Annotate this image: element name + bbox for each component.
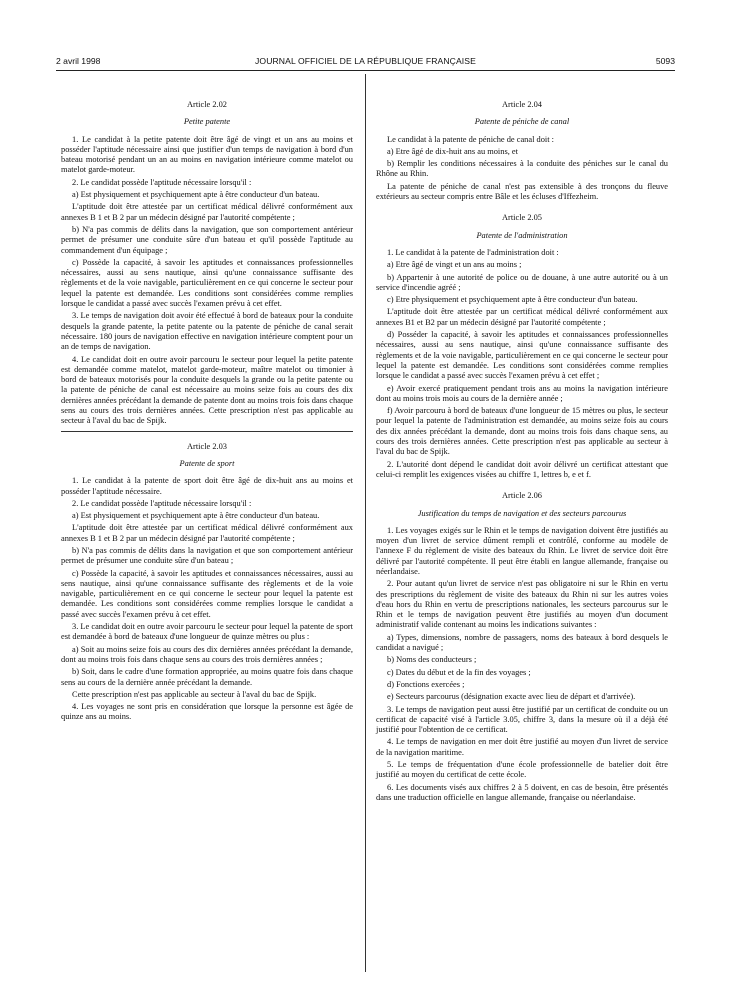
- paragraph: 4. Les voyages ne sont pris en considération que lorsque la personne est âgée de quinze ans au moins.: [61, 702, 353, 722]
- paragraph: Cette prescription n'est pas applicable au secteur à l'aval du bac de Spijk.: [72, 689, 317, 699]
- spacer: [376, 204, 668, 213]
- paragraph: 4. Le candidat doit en outre avoir parcouru le secteur pour lequel la petite patente est demandée comme matelot, matelot garde-moteur, maître matelot ou timonier à bord de bateaux motorisés pour la conduite desquels la grande ou la petite patente ou la patente de péniche de canal est nécessaire au moins seize fois au cours des dix dernières années précédant la demande de patente dont au moins trois fois dans chaque sens au cours des trois dernières années. Cette prescription n'est pas applicable au secteur à l'aval du bac de Spijk.: [61, 354, 353, 426]
- article-2-03: [61, 442, 353, 723]
- paragraph: 3. Le candidat doit en outre avoir parcouru le secteur pour lequel la patente de sport est demandée à bord de bateaux d'une longueur de quinze mètres ou plus :: [61, 622, 353, 642]
- article-2-06: [376, 491, 668, 803]
- article-title: Article 2.03: [186, 441, 227, 451]
- paragraph: 3. Le temps de navigation peut aussi être justifié par un certificat de conduite ou un certificat de capacité visé à l'article 3.05, chiffre 3, dans la mesure où il a déjà été justifié pour l'obtention de ce certificat.: [376, 704, 668, 735]
- article-title: Article 2.04: [501, 100, 542, 109]
- column-divider: [365, 74, 366, 972]
- paragraph: d) Fonctions exercées ;: [387, 679, 465, 689]
- paragraph: c) Dates du début et de la fin des voyages ;: [387, 667, 531, 677]
- article-2-02: [61, 100, 353, 427]
- paragraph: b) N'a pas commis de délits dans la navigation, que son comportement antérieur permet de présumer une conduite sûre d'un bateau et qu'il possède l'aptitude au commandement d'un équipage ;: [61, 224, 353, 255]
- header-date: 2 avril 1998: [56, 56, 101, 66]
- paragraph: L'aptitude doit être attestée par un certificat médical délivré conformément aux annexes B1 et B2 par un médecin désigné par l'autorité compétente ;: [376, 307, 668, 327]
- paragraph: 3. Le temps de navigation doit avoir été effectué à bord de bateaux pour la conduite desquels la grande patente, la petite patente ou la patente de péniche de canal serait nécessaire. 180 jours de navigation effective en navigation intérieure comptent pour un an de temps de navigation.: [61, 311, 353, 352]
- article-2-05: [376, 213, 668, 480]
- article-separator: [61, 431, 353, 432]
- paragraph: f) Avoir parcouru à bord de bateaux d'une longueur de 15 mètres ou plus, le secteur pour lequel la patente de l'administration est demandée, au moins seize fois au cours des dix années précédant la demande, dont au moins trois fois dans chaque sens, au cours des trois dernières années. Cette prescription n'est pas applicable au secteur à l'aval du bac de Spijk.: [376, 406, 668, 457]
- paragraph: L'aptitude doit être attestée par un certificat médical délivré conformément aux annexes B 1 et B 2 par un médecin désigné par l'autorité compétente ;: [61, 202, 353, 222]
- paragraph: e) Secteurs parcourus (désignation exacte avec lieu de départ et d'arrivée).: [387, 692, 636, 702]
- paragraph: La patente de péniche de canal n'est pas extensible à des tronçons du fleuve extérieurs au secteur compris entre Bâle et les écluses d'Iffezheim.: [376, 181, 668, 202]
- paragraph: e) Avoir exercé pratiquement pendant trois ans au moins la navigation intérieure dont au moins trois mois au cours de la dernière année ;: [376, 383, 668, 403]
- spacer: [376, 482, 668, 491]
- paragraph: c) Etre physiquement et psychiquement apte à être conducteur d'un bateau.: [387, 295, 638, 305]
- article-subtitle: Justification du temps de navigation et des secteurs parcourus: [417, 508, 627, 518]
- paragraph: a) Types, dimensions, nombre de passagers, noms des bateaux à bord desquels le candidat a navigué ;: [376, 632, 668, 653]
- article-subtitle: Petite patente: [183, 117, 231, 127]
- paragraph: 2. Pour autant qu'un livret de service n'est pas obligatoire ni sur le Rhin en vertu des prescriptions du règlement de visite des bateaux du Rhin ni sur les autres voies d'eau hors du Rhin en vertu de prescriptions nationales, les secteurs parcourus sur le Rhin et le temps de navigation peuvent être justifiés au moyen d'un document administratif valide contenant au moins les indications suivantes :: [376, 579, 668, 630]
- paragraph: 1. Le candidat à la patente de sport doit être âgé de dix-huit ans au moins et posséder l'aptitude nécessaire.: [61, 476, 353, 496]
- header-rule: [56, 70, 675, 71]
- paragraph: a) Est physiquement et psychiquement apte à être conducteur d'un bateau.: [72, 190, 320, 200]
- paragraph: Le candidat à la patente de péniche de canal doit :: [387, 134, 554, 144]
- article-2-04: [376, 100, 668, 202]
- paragraph: 2. Le candidat possède l'aptitude nécessaire lorsqu'il :: [72, 177, 252, 187]
- paragraph: b) N'a pas commis de délits dans la navigation et que son comportement antérieur permet de présumer une conduite sûre d'un bateau ;: [61, 545, 353, 566]
- left-column: [61, 100, 353, 725]
- paragraph: a) Etre âgé de dix-huit ans au moins, et: [387, 146, 518, 156]
- paragraph: c) Possède la capacité, à savoir les aptitudes et connaissances nécessaires, aussi au sens nautique, ainsi qu'une connaissance suffisante des règlements et de la voie navigable, particulièrement en ce qui concerne le secteur pour lequel la patente est demandée. Les conditions sont considérées comme remplies lorsque le candidat a passé avec succès l'examen prévu à cet effet.: [61, 568, 353, 619]
- article-title: Article 2.02: [186, 100, 227, 109]
- paragraph: a) Etre âgé de vingt et un ans au moins ;: [387, 260, 522, 270]
- paragraph: 1. Le candidat à la petite patente doit être âgé de vingt et un ans au moins et posséder l'aptitude nécessaire ainsi que justifier d'un temps de navigation à bord d'un bateau motorisé pendant un an au moins en navigation intérieure comme matelot ou matelot garde-moteur.: [61, 134, 353, 175]
- article-subtitle: Patente de sport: [179, 458, 235, 468]
- paragraph: b) Appartenir à une autorité de police ou de douane, à une autre autorité ou à un service d'incendie agréé ;: [376, 272, 668, 292]
- paragraph: 4. Le temps de navigation en mer doit être justifié au moyen d'un livret de service de la navigation maritime.: [376, 737, 668, 757]
- paragraph: L'aptitude doit être attestée par un certificat médical délivré conformément aux annexes B 1 et B 2 par un médecin désigné par l'autorité compétente ;: [61, 523, 353, 543]
- paragraph: 2. L'autorité dont dépend le candidat doit avoir délivré un certificat attestant que celui-ci remplit les exigences visées au chiffre 1, lettres b, e et f.: [376, 459, 668, 479]
- page-header: [56, 56, 675, 70]
- paragraph: a) Soit au moins seize fois au cours des dix dernières années précédant la demande, dont au moins trois fois dans chaque sens au cours des trois dernières années ;: [61, 644, 353, 664]
- journal-title: JOURNAL OFFICIEL DE LA RÉPUBLIQUE FRANÇAISE: [255, 56, 476, 66]
- paragraph: 1. Les voyages exigés sur le Rhin et le temps de navigation doivent être justifiés au moyen d'un livret de service dûment rempli et contrôlé, conforme au modèle de l'annexe F du règlement de visite des bateaux du Rhin. Le livret de service doit être délivré par l'autorité compétente. Il peut être établi en langue allemande, française ou néerlandaise.: [376, 525, 668, 576]
- paragraph: b) Noms des conducteurs ;: [387, 655, 477, 665]
- paragraph: a) Est physiquement et psychiquement apte à être conducteur d'un bateau.: [72, 511, 320, 521]
- paragraph: b) Remplir les conditions nécessaires à la conduite des péniches sur le canal du Rhône au Rhin.: [376, 159, 668, 179]
- article-subtitle: Patente de péniche de canal: [474, 117, 570, 127]
- paragraph: 6. Les documents visés aux chiffres 2 à 5 doivent, en cas de besoin, être présentés dans une traduction officielle en langue allemande, française ou néerlandaise.: [376, 782, 668, 802]
- article-subtitle: Patente de l'administration: [476, 230, 568, 240]
- article-title: Article 2.05: [501, 213, 542, 223]
- page-number: 5093: [655, 56, 675, 66]
- paragraph: 1. Le candidat à la patente de l'administration doit :: [387, 247, 559, 257]
- paragraph: 2. Le candidat possède l'aptitude nécessaire lorsqu'il :: [72, 498, 252, 508]
- paragraph: b) Soit, dans le cadre d'une formation appropriée, au moins quatre fois dans chaque sens au cours de la dernière année précédant la demande.: [61, 667, 353, 687]
- article-title: Article 2.06: [501, 491, 542, 501]
- right-column: [376, 100, 668, 805]
- paragraph: d) Posséder la capacité, à savoir les aptitudes et connaissances professionnelles nécessaires, aussi au sens nautique, ainsi qu'une connaissance suffisante des règlements et de la voie navigable, particulièrement en ce qui concerne le secteur pour lequel la patente est demandée. Les conditions sont considérées comme remplies lorsque le candidat a passé avec succès l'examen prévu à cet effet ;: [376, 330, 668, 381]
- paragraph: c) Possède la capacité, à savoir les aptitudes et connaissances professionnelles nécessaires, aussi au sens nautique, ainsi qu'une connaissance suffisante des règlements et de la voie navigable, particulièrement en ce qui concerne le secteur pour lequel la patente est demandée. Les conditions sont considérées comme remplies lorsque le candidat a passé avec succès l'examen prévu à cet effet.: [61, 257, 353, 309]
- paragraph: 5. Le temps de fréquentation d'une école professionnelle de batelier doit être justifié au moyen du certificat de cette école.: [376, 760, 668, 780]
